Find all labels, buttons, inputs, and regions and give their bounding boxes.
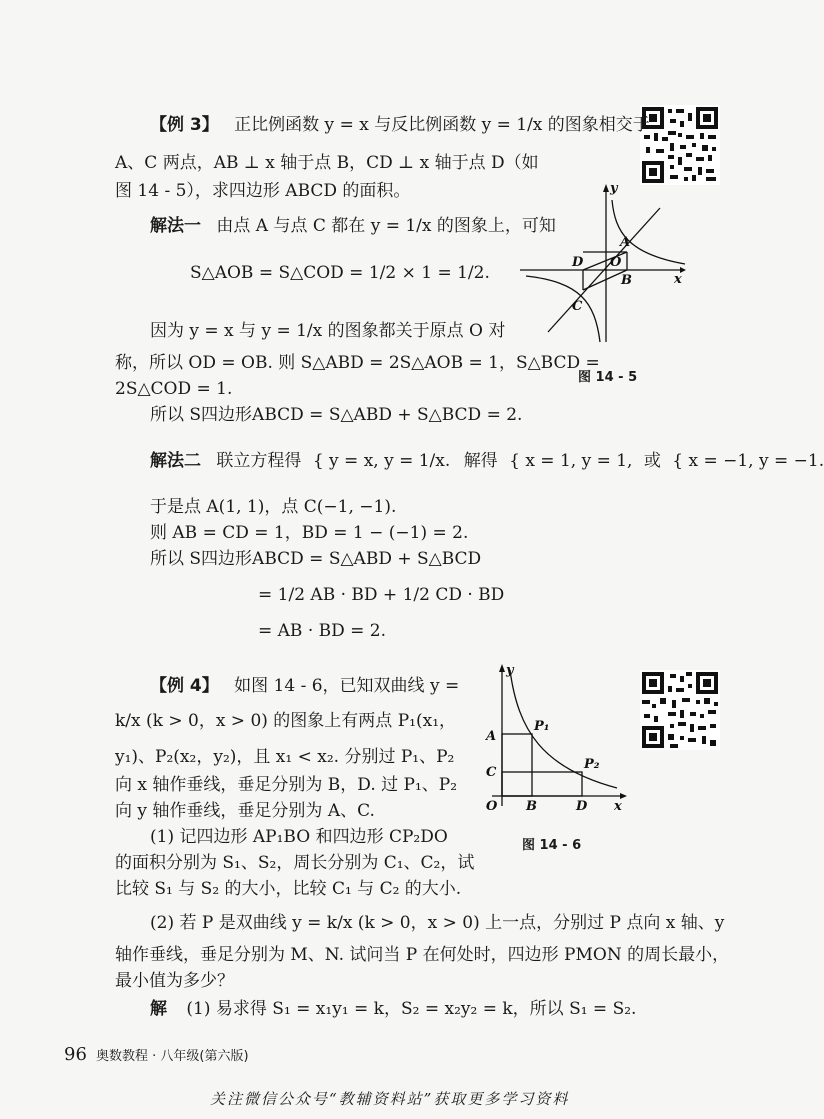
example-4-label: 【例 4】	[150, 676, 219, 696]
example-4-text-line5: 向 y 轴作垂线，垂足分别为 A、C.	[115, 801, 375, 821]
qr-code-top	[640, 105, 720, 185]
question-1-line3: 比较 S₁ 与 S₂ 的大小，比较 C₁ 与 C₂ 的大小.	[115, 879, 462, 899]
example-3-text-line3: 图 14 - 5），求四边形 ABCD 的面积。	[115, 181, 411, 201]
question-1-line2: 的面积分别为 S₁、S₂，周长分别为 C₁、C₂，试	[115, 853, 475, 873]
method-2-text-line5: = 1/2 AB · BD + 1/2 CD · BD	[258, 585, 505, 605]
label-D: D	[572, 255, 584, 270]
method-2-text-line6: = AB · BD = 2.	[258, 621, 387, 641]
method-2-solution-1: { x = 1, y = 1,	[509, 451, 633, 471]
method-2-solve: 解得	[463, 451, 498, 471]
example-4-text-line2: k/x (k > 0，x > 0) 的图象上有两点 P₁(x₁，	[115, 711, 457, 731]
example-3-text-line2: A、C 两点，AB ⊥ x 轴于点 B，CD ⊥ x 轴于点 D（如	[115, 153, 539, 173]
figure-14-6	[462, 660, 632, 820]
label-y: y	[506, 663, 514, 678]
method-1-label: 解法一	[150, 216, 201, 236]
label-P2: P₂	[584, 757, 600, 772]
label-C: C	[486, 765, 497, 780]
figure-14-5-caption: 图 14 - 5	[578, 370, 638, 385]
method-1-text-line3: 因为 y = x 与 y = 1/x 的图象都关于原点 O 对	[150, 321, 506, 341]
label-C: C	[572, 299, 583, 314]
question-2-line1: (2) 若 P 是双曲线 y = k/x (k > 0，x > 0) 上一点，分别过 P 点向 x 轴、y	[150, 913, 725, 933]
method-1-formula: S△AOB = S△COD = 1/2 × 1 = 1/2.	[190, 263, 490, 283]
question-2-line2: 轴作垂线，垂足分别为 M、N. 试问当 P 在何处时，四边形 PMON 的周长最小，	[115, 945, 730, 965]
method-2-or: 或	[643, 451, 661, 471]
method-2-intro: 联立方程得	[216, 451, 302, 471]
method-1-text-line6: 所以 S四边形ABCD = S△ABD + S△BCD = 2.	[150, 405, 523, 425]
method-2-label: 解法二	[150, 451, 201, 471]
label-P1: P₁	[534, 719, 550, 734]
label-y: y	[610, 181, 618, 196]
method-2-text-line4: 所以 S四边形ABCD = S△ABD + S△BCD	[150, 549, 482, 569]
method-2-text-line2: 于是点 A(1, 1)，点 C(−1, −1).	[150, 497, 397, 517]
method-2-text-line3: 则 AB = CD = 1，BD = 1 − (−1) = 2.	[150, 523, 469, 543]
example-4-text-line4: 向 x 轴作垂线，垂足分别为 B，D. 过 P₁、P₂	[115, 775, 458, 795]
label-A: A	[486, 729, 497, 744]
label-O: O	[486, 799, 498, 814]
label-x: x	[674, 272, 682, 287]
question-2-line3: 最小值为多少？	[115, 971, 234, 991]
example-4-text-line3: y₁)、P₂(x₂，y₂)，且 x₁ < x₂. 分别过 P₁、P₂	[115, 747, 455, 767]
example-3-label: 【例 3】	[150, 115, 219, 135]
y-axis-arrow	[499, 664, 505, 672]
label-A: A	[620, 235, 631, 250]
solution-line1: (1) 易求得 S₁ = x₁y₁ = k，S₂ = x₂y₂ = k，所以 S₁ = S₂.	[186, 999, 637, 1019]
example-3-text-line1: 正比例函数 y = x 与反比例函数 y = 1/x 的图象相交于	[234, 115, 650, 135]
method-1-text-line4: 称，所以 OD = OB. 则 S△ABD = 2S△AOB = 1，S△BCD =	[115, 353, 600, 373]
watermark: 关注微信公众号“教辅资料站”获取更多学习资料	[210, 1090, 570, 1108]
book-title: 奥数教程 · 八年级(第六版)	[96, 1049, 249, 1064]
rectangle-AP1BO	[502, 734, 532, 796]
figure-14-6-caption: 图 14 - 6	[522, 838, 582, 853]
rectangle-CP2DO	[502, 772, 582, 796]
question-1-line1: (1) 记四边形 AP₁BO 和四边形 CP₂DO	[150, 827, 448, 847]
method-2-system: { y = x, y = 1/x.	[312, 451, 451, 471]
hyperbola	[510, 670, 617, 788]
page-number: 96	[64, 1044, 87, 1065]
method-1-text-line5: 2S△COD = 1.	[115, 379, 233, 399]
label-O: O	[610, 255, 622, 270]
example-4-text-line1: 如图 14 - 6，已知双曲线 y =	[234, 676, 460, 696]
figure-14-5	[520, 182, 690, 347]
method-1-text-line1: 由点 A 与点 C 都在 y = 1/x 的图象上，可知	[216, 216, 556, 236]
y-axis-arrow	[603, 184, 609, 192]
qr-code-bottom	[640, 670, 720, 750]
label-x: x	[614, 799, 622, 814]
label-D: D	[576, 799, 588, 814]
method-2-solution-2: { x = −1, y = −1.	[672, 451, 824, 471]
label-B: B	[621, 273, 632, 288]
solution-label: 解	[150, 999, 167, 1019]
hyperbola-branch-1	[612, 200, 685, 264]
label-B: B	[526, 799, 537, 814]
